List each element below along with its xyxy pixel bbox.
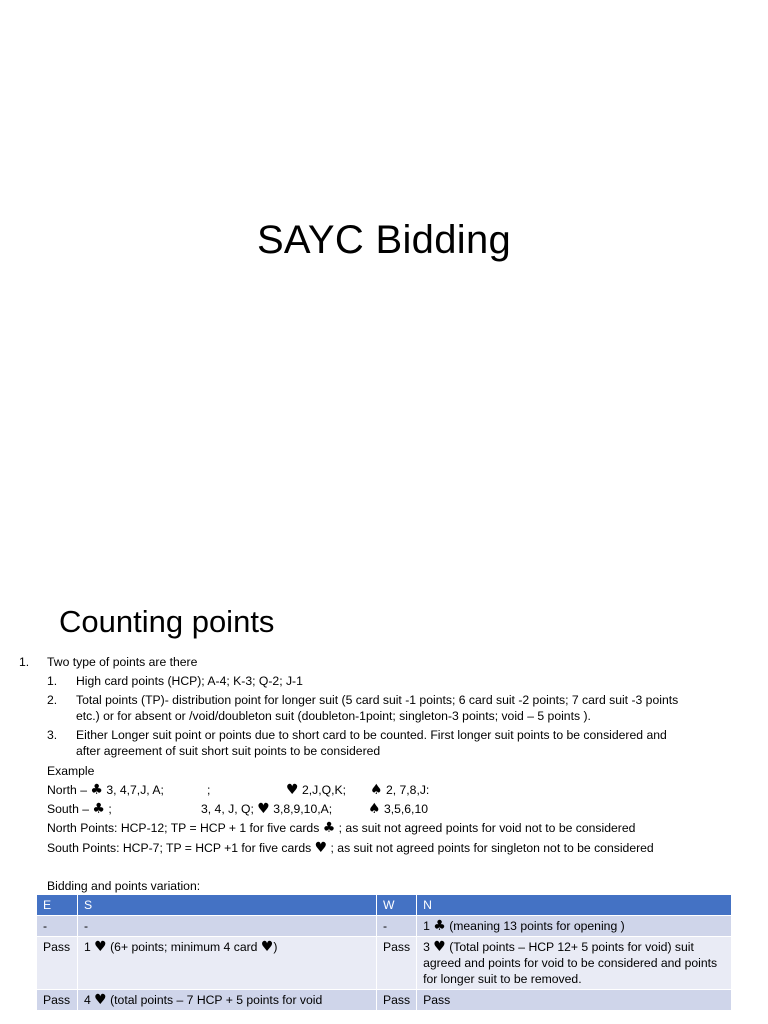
table-row: [37, 916, 732, 937]
bid-note-end: ): [273, 940, 278, 954]
bidding-table: [36, 894, 732, 1011]
sublist-number: 1.: [47, 674, 58, 688]
header-east: E: [37, 895, 78, 916]
cell-west: Pass: [376, 937, 416, 990]
bid-note: (Total points – HCP 12+ 5 points for void) suit agreed and points for void to be considered and points for longer suit to be removed.: [423, 940, 718, 986]
north-points-text: North Points: HCP-12; TP = HCP + 1 for five cards: [47, 821, 320, 835]
south-clubs: ;: [108, 802, 112, 816]
bid-note: (6+ points; minimum 4 card: [110, 940, 258, 954]
south-points-note: ; as suit not agreed points for singleton not to be considered: [330, 841, 654, 855]
north-spades-cards: 2, 7,8,J:: [385, 783, 430, 797]
bid-level: 3: [423, 940, 430, 954]
south-hand: [47, 801, 112, 817]
north-hearts-cards: 2,J,Q,K;: [301, 783, 346, 797]
table-row: [37, 937, 732, 990]
sublist-number: 2.: [47, 693, 58, 707]
heart-icon: ♥: [260, 939, 274, 955]
spade-icon: ♠: [368, 801, 381, 817]
sublist-text: Total points (TP)- distribution point for longer suit (5 card suit -1 points; 6 card suit -2 points; 7 card suit -3 points: [76, 693, 679, 707]
list-item-text: Two type of points are there: [47, 655, 198, 669]
north-hearts: [286, 782, 346, 798]
bid-level: 1: [83, 940, 91, 954]
sublist-text: High card points (HCP); A-4; K-3; Q-2; J-1: [76, 674, 303, 688]
club-icon: ♣: [90, 782, 103, 798]
table-row: [37, 990, 732, 1011]
bid-level: 4: [83, 993, 91, 1007]
example-label: Example: [47, 764, 95, 778]
cell-east: Pass: [37, 990, 78, 1011]
north-hand: [47, 782, 164, 798]
cell-east: Pass: [37, 937, 78, 990]
table-header-row: [37, 895, 732, 916]
cell-north: [417, 916, 732, 937]
north-clubs: 3, 4,7,J, A;: [106, 783, 164, 797]
south-diamonds-cards: 3, 4, J, Q;: [201, 802, 254, 816]
south-spades: [368, 801, 428, 817]
heart-icon: ♥: [433, 939, 446, 955]
cell-north: Pass: [417, 990, 732, 1011]
south-spades-cards: 3,5,6,10: [383, 802, 429, 816]
club-icon: ♣: [433, 918, 446, 934]
cell-west: Pass: [376, 990, 416, 1011]
south-hearts-cards: 3,8,9,10,A;: [273, 802, 333, 816]
bid-level: 1: [423, 919, 430, 933]
header-north: N: [417, 895, 732, 916]
heart-icon: ♥: [314, 840, 328, 856]
south-label: South –: [47, 802, 90, 816]
sublist-number: 3.: [47, 728, 58, 742]
sublist-text: Either Longer suit point or points due to short card to be counted. First longer suit points to be considered and: [76, 728, 667, 742]
cell-south: [77, 990, 376, 1011]
header-south: S: [77, 895, 376, 916]
table-caption: Bidding and points variation:: [47, 879, 201, 893]
section-title: Counting points: [59, 604, 275, 639]
cell-south: -: [77, 916, 376, 937]
north-spades: [370, 782, 429, 798]
north-diamonds-void: ;: [207, 783, 211, 797]
north-label: North –: [47, 783, 87, 797]
spade-icon: ♠: [370, 782, 383, 798]
heart-icon: ♥: [286, 782, 299, 798]
cell-south: [77, 937, 376, 990]
bid-note: (meaning 13 points for opening ): [449, 919, 625, 933]
heart-icon: ♥: [94, 939, 107, 955]
south-points: [47, 840, 654, 856]
header-west: W: [376, 895, 416, 916]
cell-west: -: [376, 916, 416, 937]
cell-east: -: [37, 916, 78, 937]
slide-title: SAYC Bidding: [256, 218, 512, 262]
heart-icon: ♥: [257, 801, 270, 817]
south-points-text: South Points: HCP-7; TP = HCP +1 for five cards: [47, 841, 312, 855]
sublist-text: etc.) or for absent or /void/doubleton suit (doubleton-1point; singleton-3 points; void – 5 points ).: [76, 709, 591, 723]
sublist-text: after agreement of suit short suit points to be considered: [76, 744, 381, 758]
cell-north: [417, 937, 732, 990]
heart-icon: ♥: [94, 992, 107, 1008]
content-slide: [0, 582, 768, 1024]
list-number: 1.: [19, 655, 30, 669]
south-diamonds: [201, 801, 332, 817]
club-icon: ♣: [92, 801, 105, 817]
club-icon: ♣: [322, 820, 336, 836]
north-points-note: ; as suit not agreed points for void not to be considered: [338, 821, 636, 835]
bid-note: (total points – 7 HCP + 5 points for void: [110, 993, 323, 1007]
north-points: [47, 820, 635, 836]
